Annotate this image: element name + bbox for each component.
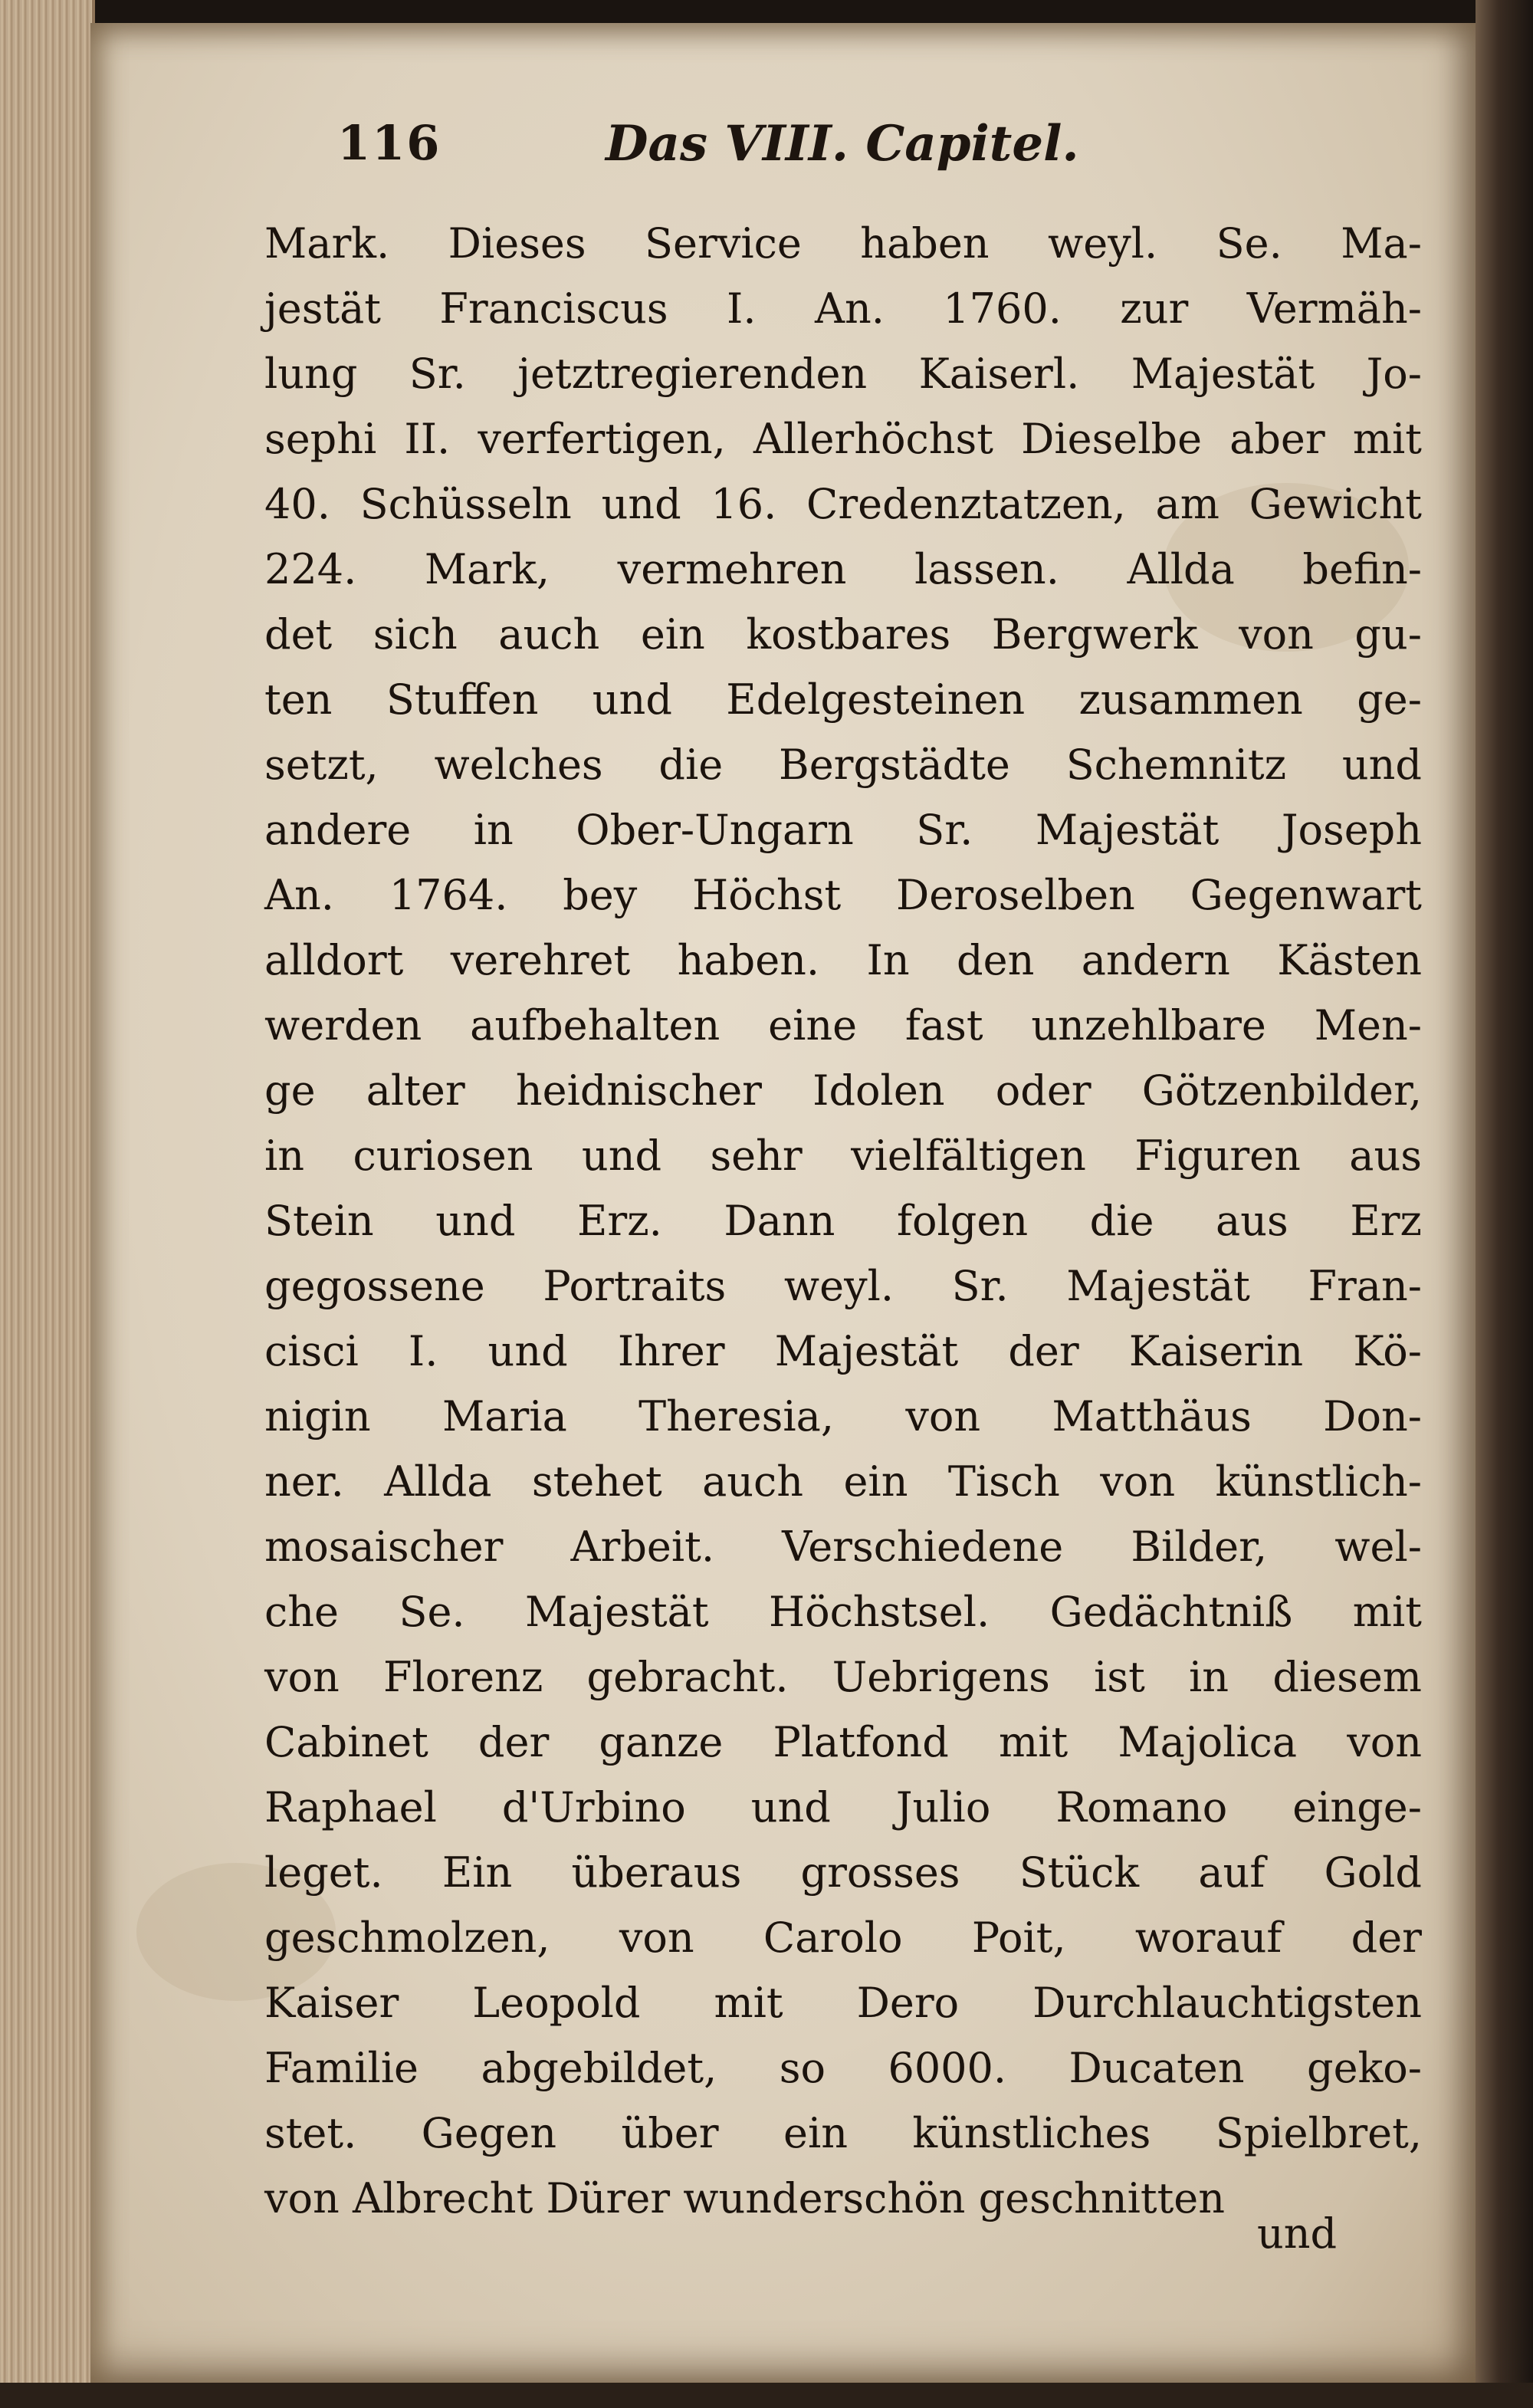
bottom-edge (0, 2383, 1533, 2408)
catchword: und (1257, 2209, 1338, 2258)
page-edges (0, 0, 95, 2408)
running-head (337, 115, 1180, 192)
text-line: An. 1764. bey Höchst Deroselben Gegenwart (264, 871, 1422, 919)
text-line: ten Stuffen und Edelgesteinen zusammen ge- (264, 675, 1422, 724)
text-line: alldort verehret haben. In den andern Kästen (264, 936, 1422, 984)
text-line: nigin Maria Theresia, von Matthäus Don- (264, 1392, 1422, 1441)
text-line: gegossene Portraits weyl. Sr. Majestät Fran- (264, 1262, 1422, 1310)
text-line: in curiosen und sehr vielfältigen Figuren aus (264, 1132, 1422, 1180)
text-line: Kaiser Leopold mit Dero Durchlauchtigsten (264, 1979, 1422, 2027)
text-line: mosaischer Arbeit. Verschiedene Bilder, wel- (264, 1523, 1422, 1571)
text-line: Mark. Dieses Service haben weyl. Se. Ma- (264, 219, 1422, 268)
text-line: ner. Allda stehet auch ein Tisch von künstlich- (264, 1457, 1422, 1506)
text-line: Familie abgebildet, so 6000. Ducaten geko- (264, 2044, 1422, 2092)
text-line: setzt, welches die Bergstädte Schemnitz und (264, 741, 1422, 789)
text-line: che Se. Majestät Höchstsel. Gedächtniß mit (264, 1588, 1422, 1636)
text-line: stet. Gegen über ein künstliches Spielbret, (264, 2109, 1422, 2157)
text-line: leget. Ein überaus grosses Stück auf Gold (264, 1848, 1422, 1897)
text-line: Raphael d'Urbino und Julio Romano einge- (264, 1783, 1422, 1831)
text-line: cisci I. und Ihrer Majestät der Kaiserin Kö- (264, 1327, 1422, 1375)
text-line: geschmolzen, von Carolo Poit, worauf der (264, 1914, 1422, 1962)
text-line: werden aufbehalten eine fast unzehlbare Men- (264, 1001, 1422, 1050)
text-line: 40. Schüsseln und 16. Credenztatzen, am Gewicht (264, 480, 1422, 528)
text-line: sephi II. verfertigen, Allerhöchst Dieselbe aber mit (264, 415, 1422, 463)
body-text (264, 211, 1422, 2231)
text-line: 224. Mark, vermehren lassen. Allda befin- (264, 545, 1422, 593)
text-line: andere in Ober-Ungarn Sr. Majestät Joseph (264, 806, 1422, 854)
text-line: Stein und Erz. Dann folgen die aus Erz (264, 1197, 1422, 1245)
text-line: det sich auch ein kostbares Bergwerk von gu- (264, 610, 1422, 659)
text-line: von Florenz gebracht. Uebrigens ist in diesem (264, 1653, 1422, 1701)
text-line: von Albrecht Dürer wunderschön geschnitten (264, 2174, 1226, 2222)
text-line: lung Sr. jetztregierenden Kaiserl. Majestät Jo- (264, 350, 1422, 398)
text-line: Cabinet der ganze Platfond mit Majolica von (264, 1718, 1422, 1766)
text-line: jestät Franciscus I. An. 1760. zur Vermäh- (264, 284, 1422, 333)
spine-shadow (1476, 0, 1533, 2408)
chapter-title: Das VIII. Capitel. (606, 115, 1079, 172)
page-number: 116 (337, 115, 442, 171)
text-line: ge alter heidnischer Idolen oder Götzenbilder, (264, 1066, 1422, 1115)
